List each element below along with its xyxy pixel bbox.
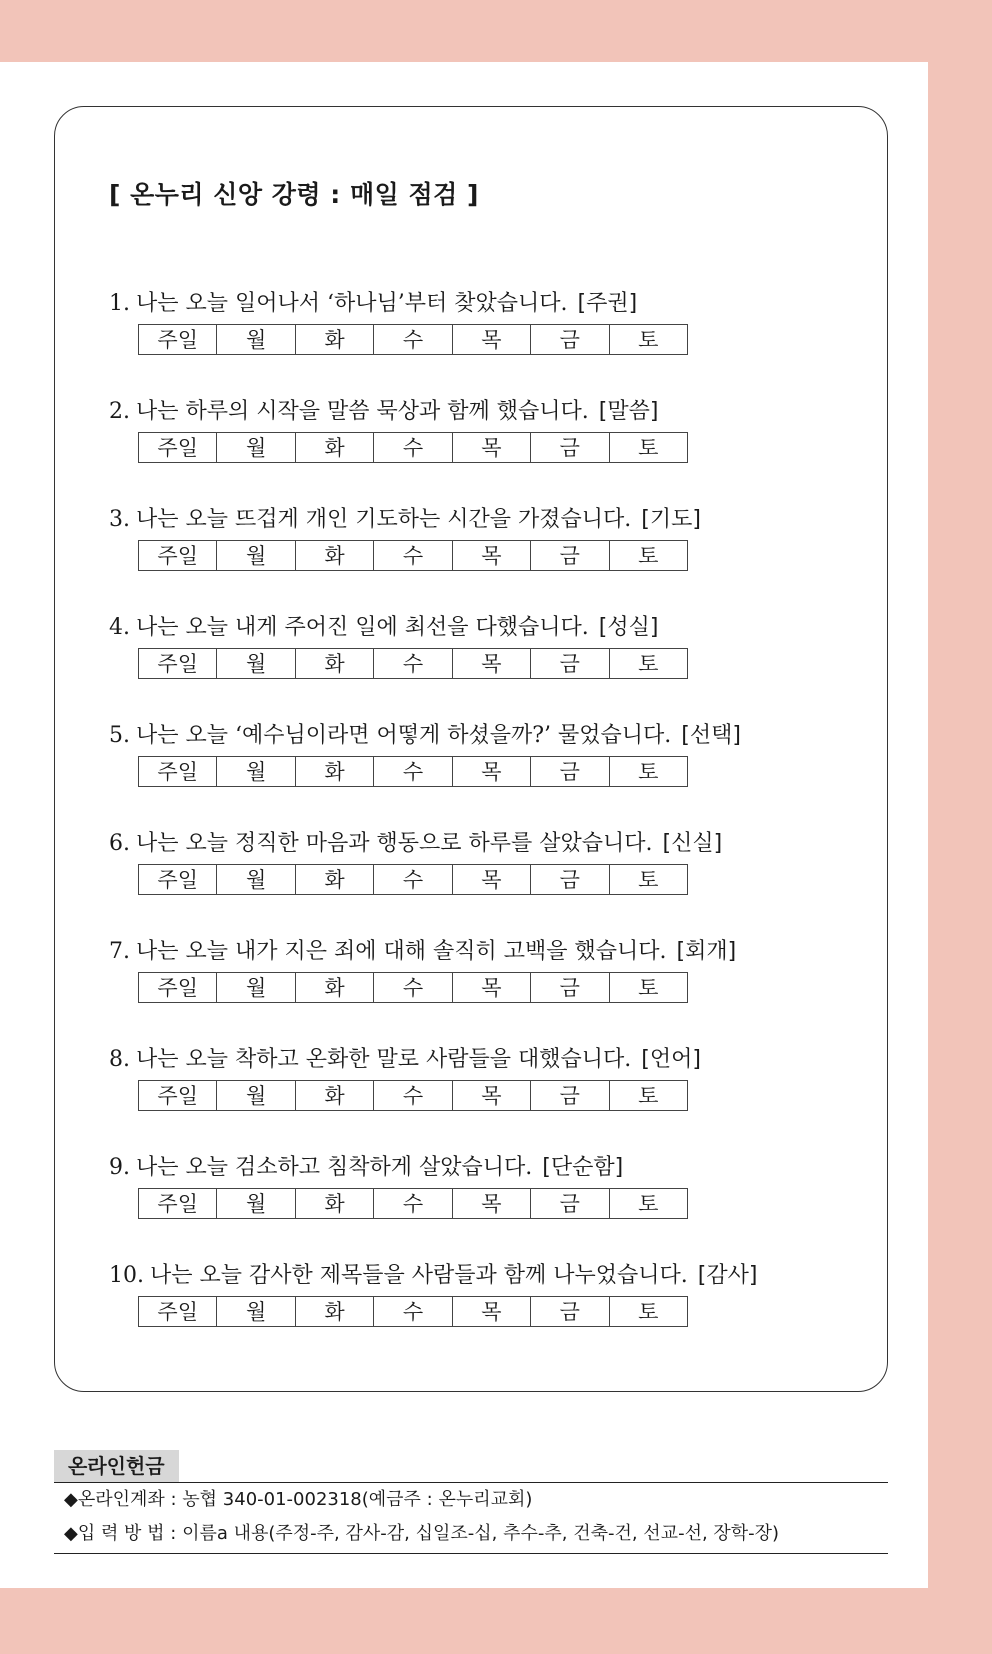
divider: [54, 1553, 888, 1554]
weekday-cell[interactable]: 목: [453, 1081, 531, 1110]
weekday-cell[interactable]: 화: [296, 433, 374, 462]
weekday-checkbox-row: [138, 540, 688, 571]
checklist-item: [109, 1259, 849, 1367]
checklist-item: [109, 395, 849, 503]
page: [0, 62, 928, 1588]
weekday-cell[interactable]: 금: [531, 541, 609, 570]
checklist-item: [109, 611, 849, 719]
item-statement: [109, 1259, 849, 1293]
weekday-cell[interactable]: 월: [217, 649, 295, 678]
item-text: 나는 오늘 감사한 제목들을 사람들과 함께 나누었습니다.: [150, 1263, 688, 1288]
item-tag: [말씀]: [598, 399, 659, 424]
weekday-cell[interactable]: 주일: [139, 325, 217, 354]
checklist: [109, 287, 849, 1367]
item-number: 2.: [109, 399, 130, 424]
item-number: 3.: [109, 507, 130, 532]
item-text: 나는 오늘 정직한 마음과 행동으로 하루를 살았습니다.: [136, 831, 653, 856]
weekday-checkbox-row: [138, 972, 688, 1003]
item-number: 8.: [109, 1047, 130, 1072]
weekday-cell[interactable]: 토: [638, 328, 659, 352]
weekday-cell[interactable]: 월: [217, 325, 295, 354]
item-statement: [109, 395, 849, 429]
weekday-cell[interactable]: 토: [638, 760, 659, 784]
weekday-cell[interactable]: 목: [453, 1189, 531, 1218]
item-number: 7.: [109, 939, 130, 964]
item-text: 나는 오늘 ‘예수님이라면 어떻게 하셨을까?’ 물었습니다.: [136, 723, 672, 748]
weekday-cell[interactable]: 목: [453, 433, 531, 462]
item-tag: [감사]: [697, 1263, 758, 1288]
weekday-checkbox-row: [138, 648, 688, 679]
weekday-cell[interactable]: 화: [296, 649, 374, 678]
weekday-cell[interactable]: 화: [296, 1297, 374, 1326]
item-statement: [109, 719, 849, 753]
weekday-checkbox-row: [138, 432, 688, 463]
checklist-item: [109, 503, 849, 611]
weekday-cell[interactable]: 주일: [139, 541, 217, 570]
item-tag: [주권]: [577, 291, 638, 316]
item-text: 나는 오늘 착하고 온화한 말로 사람들을 대했습니다.: [136, 1047, 632, 1072]
weekday-cell[interactable]: 월: [217, 1297, 295, 1326]
weekday-cell[interactable]: 화: [296, 541, 374, 570]
weekday-checkbox-row: [138, 864, 688, 895]
daily-check-card: [54, 106, 888, 1392]
weekday-cell[interactable]: 수: [374, 1081, 452, 1110]
checklist-item: [109, 935, 849, 1043]
item-tag: [언어]: [641, 1047, 701, 1072]
online-offering-section: [54, 1450, 888, 1554]
weekday-cell[interactable]: 수: [374, 757, 452, 786]
weekday-cell[interactable]: 금: [531, 649, 609, 678]
item-tag: [선택]: [681, 723, 741, 748]
weekday-cell[interactable]: 화: [296, 973, 374, 1002]
weekday-cell[interactable]: 목: [453, 649, 531, 678]
weekday-cell[interactable]: 토: [638, 544, 659, 568]
item-statement: [109, 1151, 849, 1185]
weekday-cell[interactable]: 토: [638, 1192, 659, 1216]
weekday-cell[interactable]: 주일: [139, 865, 217, 894]
item-number: 5.: [109, 723, 130, 748]
weekday-cell[interactable]: 토: [638, 436, 659, 460]
weekday-cell[interactable]: 주일: [139, 433, 217, 462]
weekday-cell[interactable]: 수: [374, 649, 452, 678]
weekday-cell[interactable]: 주일: [139, 757, 217, 786]
weekday-cell[interactable]: 주일: [139, 1081, 217, 1110]
weekday-cell[interactable]: 목: [453, 757, 531, 786]
weekday-cell[interactable]: 월: [217, 865, 295, 894]
item-text: 나는 오늘 일어나서 ‘하나님’부터 찾았습니다.: [136, 291, 568, 316]
weekday-cell[interactable]: 목: [453, 541, 531, 570]
weekday-cell[interactable]: 수: [374, 1297, 452, 1326]
weekday-cell[interactable]: 토: [638, 652, 659, 676]
weekday-cell[interactable]: 화: [296, 865, 374, 894]
weekday-checkbox-row: [138, 1188, 688, 1219]
weekday-cell[interactable]: 금: [531, 325, 609, 354]
weekday-cell[interactable]: 월: [217, 1081, 295, 1110]
weekday-cell[interactable]: 금: [531, 1297, 609, 1326]
weekday-cell[interactable]: 금: [531, 865, 609, 894]
weekday-cell[interactable]: 월: [217, 757, 295, 786]
weekday-cell[interactable]: 주일: [139, 649, 217, 678]
item-number: 9.: [109, 1155, 130, 1180]
weekday-cell[interactable]: 월: [217, 1189, 295, 1218]
account-info: ◆온라인계좌 : 농협 340-01-002318(예금주 : 온누리교회): [64, 1489, 533, 1510]
weekday-cell[interactable]: 수: [374, 973, 452, 1002]
weekday-cell[interactable]: 수: [374, 865, 452, 894]
weekday-cell[interactable]: 목: [453, 865, 531, 894]
checklist-item: [109, 719, 849, 827]
weekday-cell[interactable]: 수: [374, 433, 452, 462]
item-text: 나는 오늘 검소하고 침착하게 살았습니다.: [136, 1155, 533, 1180]
weekday-cell[interactable]: 토: [638, 868, 659, 892]
item-text: 나는 오늘 내게 주어진 일에 최선을 다했습니다.: [136, 615, 589, 640]
item-statement: [109, 1043, 849, 1077]
checklist-item: [109, 1043, 849, 1151]
weekday-cell[interactable]: 수: [374, 541, 452, 570]
weekday-cell[interactable]: 금: [531, 973, 609, 1002]
item-tag: [성실]: [598, 615, 659, 640]
weekday-cell[interactable]: 주일: [139, 1297, 217, 1326]
weekday-cell[interactable]: 금: [531, 433, 609, 462]
card-title: [ 온누리 신앙 강령 : 매일 점검 ]: [109, 180, 479, 209]
weekday-cell[interactable]: 주일: [139, 1189, 217, 1218]
weekday-cell[interactable]: 화: [296, 757, 374, 786]
item-tag: [기도]: [641, 507, 701, 532]
weekday-cell[interactable]: 화: [296, 1189, 374, 1218]
weekday-cell[interactable]: 금: [531, 1189, 609, 1218]
checklist-item: [109, 287, 849, 395]
item-statement: [109, 935, 849, 969]
weekday-cell[interactable]: 화: [296, 325, 374, 354]
item-text: 나는 하루의 시작을 말씀 묵상과 함께 했습니다.: [136, 399, 589, 424]
item-statement: [109, 827, 849, 861]
input-method-info: ◆입 력 방 법 : 이름a 내용(주정-주, 감사-감, 십일조-십, 추수-추, 건축-건, 선교-선, 장학-장): [64, 1523, 780, 1544]
weekday-cell[interactable]: 수: [374, 325, 452, 354]
weekday-cell[interactable]: 금: [531, 1081, 609, 1110]
online-offering-title: 온라인헌금: [54, 1450, 179, 1482]
checklist-item: [109, 827, 849, 935]
weekday-checkbox-row: [138, 1296, 688, 1327]
item-statement: [109, 503, 849, 537]
item-statement: [109, 611, 849, 645]
weekday-cell[interactable]: 토: [638, 1084, 659, 1108]
item-text: 나는 오늘 내가 지은 죄에 대해 솔직히 고백을 했습니다.: [136, 939, 667, 964]
weekday-checkbox-row: [138, 324, 688, 355]
weekday-cell[interactable]: 월: [217, 541, 295, 570]
weekday-cell[interactable]: 주일: [139, 973, 217, 1002]
weekday-checkbox-row: [138, 756, 688, 787]
weekday-cell[interactable]: 금: [531, 757, 609, 786]
weekday-cell[interactable]: 월: [217, 433, 295, 462]
weekday-cell[interactable]: 수: [374, 1189, 452, 1218]
weekday-cell[interactable]: 월: [217, 973, 295, 1002]
weekday-cell[interactable]: 목: [453, 325, 531, 354]
item-tag: [단순함]: [542, 1155, 624, 1180]
item-number: 10.: [109, 1263, 144, 1288]
item-statement: [109, 287, 849, 321]
weekday-cell[interactable]: 목: [453, 973, 531, 1002]
weekday-cell[interactable]: 화: [296, 1081, 374, 1110]
item-tag: [신실]: [662, 831, 723, 856]
weekday-cell[interactable]: 목: [453, 1297, 531, 1326]
item-text: 나는 오늘 뜨겁게 개인 기도하는 시간을 가졌습니다.: [136, 507, 632, 532]
weekday-checkbox-row: [138, 1080, 688, 1111]
item-tag: [회개]: [676, 939, 737, 964]
checklist-item: [109, 1151, 849, 1259]
item-number: 1.: [109, 291, 130, 316]
item-number: 6.: [109, 831, 130, 856]
weekday-cell[interactable]: 토: [638, 1300, 659, 1324]
weekday-cell[interactable]: 토: [638, 976, 659, 1000]
item-number: 4.: [109, 615, 130, 640]
